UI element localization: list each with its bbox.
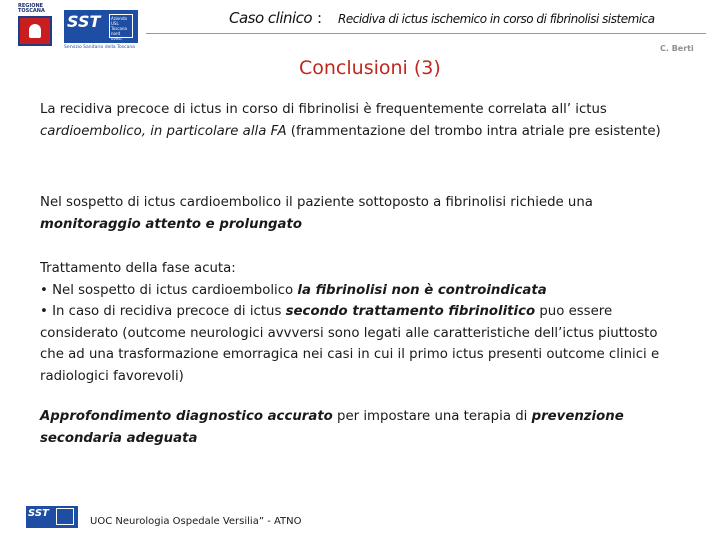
header-label: Caso clinico <box>229 9 313 27</box>
region-shield-icon <box>18 16 52 46</box>
region-logo-line-1: REGIONE <box>18 3 44 9</box>
p2-text-a: Nel sospetto di ictus cardioembolico il paziente sottoposto a fibrinolisi richiede una <box>40 195 593 210</box>
p1-text-c: (frammentazione del trombo intra atriale pre esistente) <box>286 123 661 139</box>
header-title: Recidiva di ictus ischemico in corso di fibrinolisi sistemica <box>338 12 655 26</box>
footer-usl-logo <box>26 506 78 528</box>
usl-logo-subtitle: Servizio Sanitario della Toscana <box>64 45 135 50</box>
p3-b2-emphasis: secondo trattamento fibrinolitico <box>285 304 536 319</box>
paragraph-trattamento <box>40 258 680 387</box>
footer-text: UOC Neurologia Ospedale Versilia” - ATNO <box>90 516 302 527</box>
p4-emphasis-2: prevenzione secondaria adeguata <box>40 409 624 446</box>
p4-text: per impostare una terapia di <box>332 409 532 424</box>
p3-bullet-1 <box>40 280 680 302</box>
region-logo-line-2: TOSCANA <box>18 8 45 14</box>
p3-b2-rest: puo essere considerato (outcome neurologici avvversi sono legati alle caratteristiche dell’ictus piuttosto che ad una trasformazione emorragica nei casi in cui il primo ictus presenti outcome clinici e radiologici favorevoli) <box>40 304 660 384</box>
header-separator: : <box>317 9 323 27</box>
p2-emphasis: monitoraggio attento e prolungato <box>40 216 303 232</box>
p4-emphasis-1: Approfondimento diagnostico accurato <box>40 409 333 424</box>
footer-logo-inner <box>56 508 74 525</box>
p3-b2-text: • In caso di recidiva precoce di ictus <box>40 304 286 319</box>
footer-logo-text: SST <box>28 508 49 519</box>
p3-bullet-2 <box>40 301 680 387</box>
p1-emphasis: cardioembolico, in particolare alla FA <box>40 123 287 139</box>
header-divider <box>146 33 706 34</box>
p3-b1-text: • Nel sospetto di ictus cardioembolico <box>40 282 298 298</box>
usl-logo <box>64 10 138 52</box>
paragraph-approfondimento <box>40 406 680 449</box>
regione-toscana-logo <box>18 4 58 50</box>
paragraph-sospetto <box>40 192 680 235</box>
author-credit: C. Berti <box>660 44 694 53</box>
usl-logo-text: SST <box>67 12 101 31</box>
slide-title: Conclusioni (3) <box>299 57 441 79</box>
p1-text-a: La recidiva precoce di ictus in corso di fibrinolisi è frequentemente correlata all’ ictus <box>40 102 607 117</box>
p3-heading: Trattamento della fase acuta: <box>40 261 236 276</box>
paragraph-recidiva <box>40 99 680 142</box>
p3-b1-emphasis: la fibrinolisi non è controindicata <box>297 282 547 298</box>
usl-logo-inner: Azienda USL Toscana nord ovest <box>109 14 133 38</box>
